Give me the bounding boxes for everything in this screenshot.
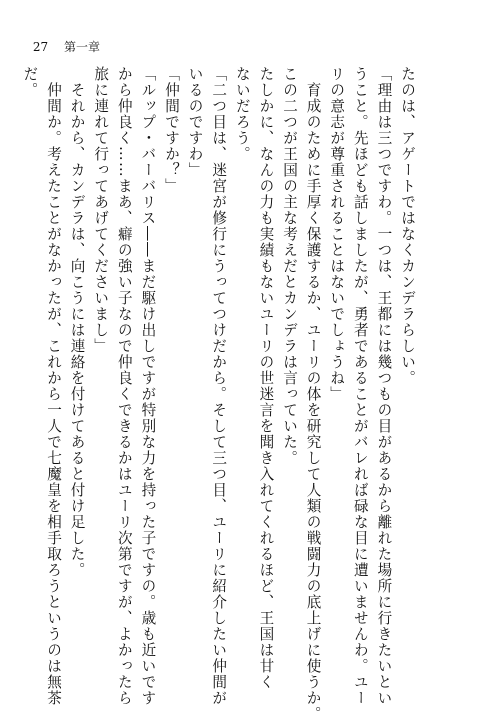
text-line: 「ルップ・バーバリス――まだ駆け出しですが特別な力を持った子ですの。歳も近いです bbox=[139, 66, 157, 706]
text-line: 「二つ目は、迷宮が修行にうってつけだから。そして三つ目、ユーリに紹介したい仲間が bbox=[210, 66, 228, 706]
text-line: 「理由は三つですわ。一つは、王都には幾つもの目があるから離れた場所に行きたいとい bbox=[375, 66, 393, 706]
text-line: だ。 bbox=[21, 66, 39, 98]
text-line: それから、カンデラは、向こうには連絡を付けてあると付け足した。 bbox=[68, 66, 86, 578]
text-line: いるのですわ」 bbox=[186, 66, 204, 178]
text-line: たしかに、なんの力も実績もないユーリの世迷言を聞き入れてくれるほど、王国は甘く bbox=[257, 66, 275, 690]
body-text bbox=[14, 66, 416, 722]
text-line: から仲良く……まあ、癖の強い子なので仲良くできるかはユーリ次第ですが、よかったら bbox=[115, 66, 133, 706]
text-line: 「仲間ですか？」 bbox=[163, 66, 180, 194]
text-line: うこと。先ほども話しましたが、勇者であることがバレれば碌な目に遭いませんわ。ユー bbox=[351, 66, 369, 706]
text-line: 仲間か。考えたことがなかったが、これから一人で七魔皇を相手取ろうというのは無茶 bbox=[45, 66, 62, 706]
running-header bbox=[33, 38, 100, 55]
text-line: 育成のために手厚く保護するか、ユーリの体を研究して人類の戦闘力の底上げに使うか。 bbox=[304, 66, 322, 722]
page-number: 27 bbox=[32, 40, 49, 54]
text-line: この二つが王国の主な考えだとカンデラは言っていた。 bbox=[281, 66, 298, 466]
text-line: たのは、アゲートではなくカンデラらしい。 bbox=[399, 66, 416, 386]
text-line: 旅に連れて行ってあげてくださいまし」 bbox=[92, 66, 110, 354]
chapter-title: 第一章 bbox=[63, 40, 100, 54]
text-line: リの意志が尊重されることはないでしょうね」 bbox=[328, 66, 346, 402]
text-line: ないだろう。 bbox=[233, 66, 251, 162]
